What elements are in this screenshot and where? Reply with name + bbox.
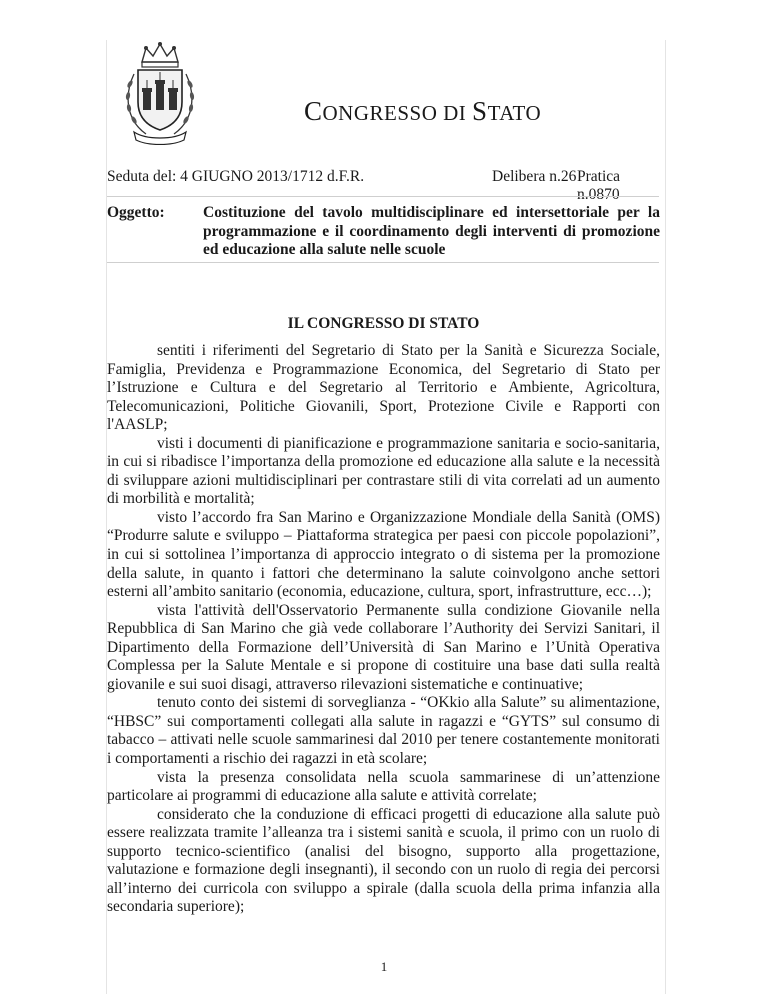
subject-block <box>107 204 660 260</box>
page-guide-right <box>665 40 666 994</box>
paragraph: considerato che la conduzione di efficaci progetti di educazione alla salute può essere realizzata tramite l’alleanza tra i sistemi sanità e scuola, il primo con un ruolo di supporto tecnico-scientifico (analisi del bisogno, supporto alla progettazione, valutazione e formazione degli insegnanti), il secondo con un ruolo di regia dei percorsi all’interno dei curricola con sviluppo a spirale (dalla scuola della prima infanzia alla secondaria superiore); <box>107 805 660 916</box>
subject-text: Costituzione del tavolo multidisciplinare ed intersettoriale per la programmazione e il coordinamento degli interventi di promozione ed educazione alla salute nelle scuole <box>203 204 660 259</box>
page-number: 1 <box>380 959 388 974</box>
body-text <box>107 342 660 917</box>
divider <box>107 262 659 263</box>
section-heading: IL CONGRESSO DI STATO <box>287 315 480 332</box>
pratica-number: Pratica n.0870 <box>577 168 621 203</box>
delibera-number: Delibera n.26 <box>492 168 577 185</box>
paragraph: visti i documenti di pianificazione e programmazione sanitaria e socio-sanitaria, in cui si ribadisce l’importanza della promozione ed educazione alla salute e la necessità di sviluppare azioni multidisciplinari per contrastare stili di vita correlati ad un aumento di morbilità e mortalità; <box>107 434 660 508</box>
document-title: CONGRESSO DI STATO <box>304 96 542 126</box>
coat-of-arms-logo <box>120 40 200 145</box>
subject-label: Oggetto: <box>107 204 165 221</box>
paragraph: tenuto conto dei sistemi di sorveglianza - “OKkio alla Salute” su alimentazione, “HBSC” sui comportamenti collegati alla salute in ragazzi e “GYTS” sul consumo di tabacco – attivati nelle scuole sammarinesi dal 2010 per tenere costantemente monitorati i comportamenti a rischio dei ragazzi in età scolare; <box>107 694 660 768</box>
paragraph: vista l'attività dell'Osservatorio Permanente sulla condizione Giovanile nella Repubblica di San Marino che già vede collaborare l’Authority dei Servizi Sanitari, il Dipartimento della Formazione dell’Università di San Marino e l’Unità Operativa Complessa per la Salute Mentale e si propone di costituire una base dati sulla realtà giovanile e sui suoi disagi, attraverso rilevazioni sistematiche e continuative; <box>107 601 660 693</box>
paragraph: visto l’accordo fra San Marino e Organizzazione Mondiale della Sanità (OMS) “Produrre salute e sviluppo – Piattaforma strategica per paesi con piccole popolazioni”, in cui si sottolinea l’importanza di approccio integrato o di sistema per la promozione della salute, in quanto i fattori che determinano la salute coinvolgono anche settori esterni all’ambito sanitario (economia, educazione, cultura, sport, infrastrutture, ecc…); <box>107 508 660 601</box>
paragraph: sentiti i riferimenti del Segretario di Stato per la Sanità e Sicurezza Sociale, Famiglia, Previdenza e Programmazione Economica, del Segretario di Stato per l’Istruzione e Cultura e del Segretario al Territorio e Ambiente, Agricoltura, Telecomunicazioni, Politiche Giovanili, Sport, Protezione Civile e Rapporti con l'AASLP; <box>107 342 660 434</box>
seduta-date: Seduta del: 4 GIUGNO 2013/1712 d.F.R. <box>107 168 365 185</box>
paragraph: vista la presenza consolidata nella scuola sammarinese di un’attenzione particolare ai programmi di educazione alla salute e attività correlate; <box>107 768 660 805</box>
divider <box>107 196 659 197</box>
